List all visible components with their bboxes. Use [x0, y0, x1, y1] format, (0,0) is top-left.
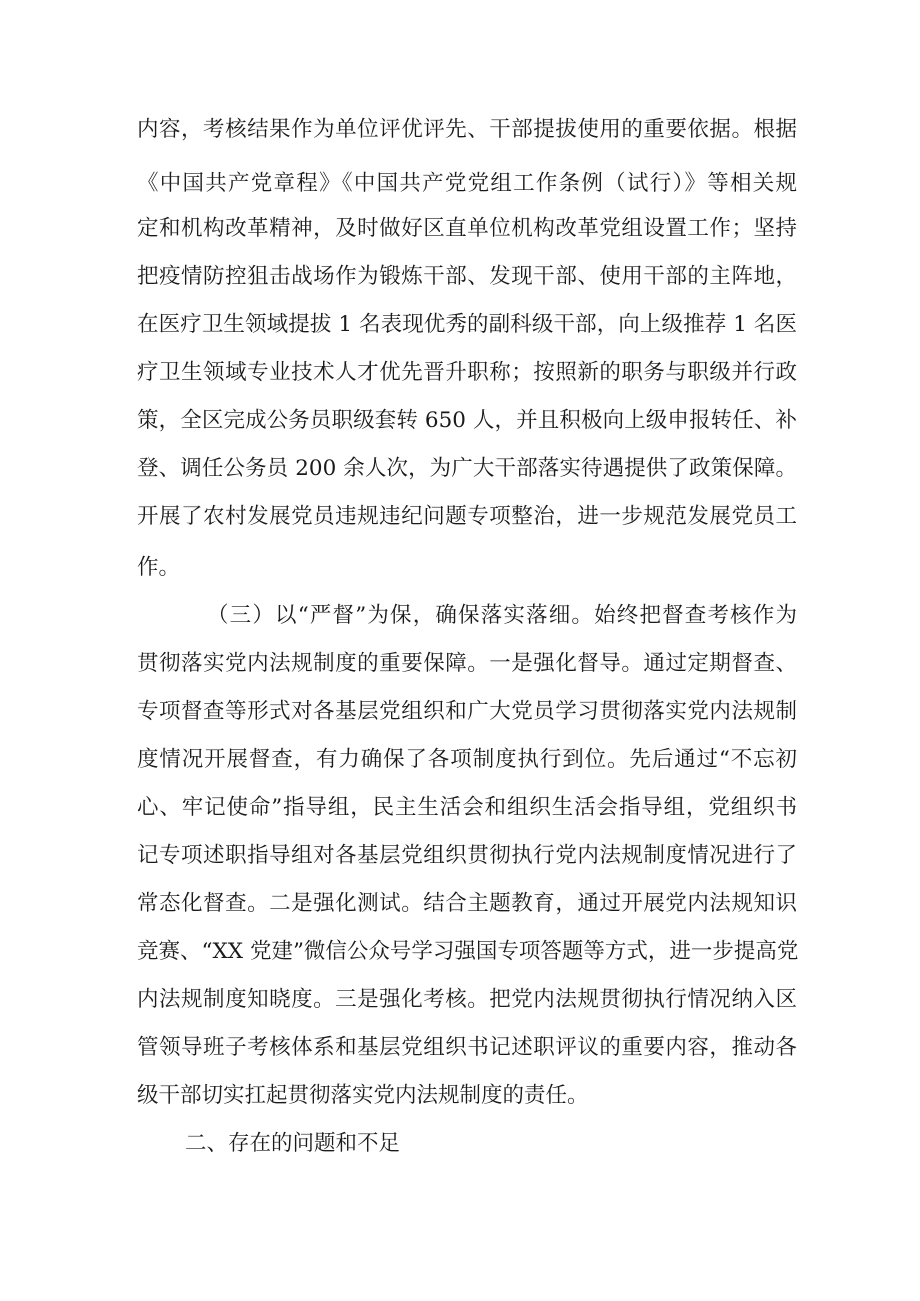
- paragraph-line: 开展了农村发展党员违规违纪问题专项整治，进一步规范发展党员工: [137, 504, 797, 529]
- paragraph-line: 把疫情防控狙击战场作为锻炼干部、发现干部、使用干部的主阵地，: [137, 264, 797, 289]
- paragraph-line: 心、牢记使命”指导组，民主生活会和组织生活会指导组，党组织书: [137, 795, 797, 820]
- section-heading: 二、存在的问题和不足: [185, 1131, 401, 1156]
- paragraph-line: 策，全区完成公务员职级套转 650 人，并且积极向上级申报转任、补: [137, 408, 797, 433]
- paragraph-line: 《中国共产党章程》《中国共产党党组工作条例（试行）》等相关规: [137, 171, 797, 196]
- paragraph-line: 定和机构改革精神，及时做好区直单位机构改革党组设置工作；坚持: [137, 216, 797, 241]
- paragraph-line: 级干部切实扛起贯彻落实党内法规制度的责任。: [137, 1083, 589, 1108]
- paragraph-line: 登、调任公务员 200 余人次，为广大干部落实待遇提供了政策保障。: [137, 456, 797, 481]
- paragraph-line: 记专项述职指导组对各基层党组织贯彻执行党内法规制度情况进行了: [137, 843, 797, 868]
- paragraph-line: 常态化督查。二是强化测试。结合主题教育，通过开展党内法规知识: [137, 891, 797, 916]
- paragraph-line: 内容，考核结果作为单位评优评先、干部提拔使用的重要依据。根据: [137, 117, 797, 142]
- paragraph-line: 内法规制度知晓度。三是强化考核。把党内法规贯彻执行情况纳入区: [137, 987, 797, 1012]
- paragraph-line: 作。: [137, 555, 181, 580]
- paragraph-line: 度情况开展督查，有力确保了各项制度执行到位。先后通过“不忘初: [137, 747, 797, 772]
- paragraph-line: 专项督查等形式对各基层党组织和广大党员学习贯彻落实党内法规制: [137, 699, 797, 724]
- paragraph-line: 疗卫生领域专业技术人才优先晋升职称；按照新的职务与职级并行政: [137, 360, 797, 385]
- section-heading-line: （三）以“严督”为保，确保落实落细。始终把督查考核作为: [207, 603, 797, 628]
- paragraph-line: 管领导班子考核体系和基层党组织书记述职评议的重要内容，推动各: [137, 1035, 797, 1060]
- paragraph-line: 贯彻落实党内法规制度的重要保障。一是强化督导。通过定期督查、: [137, 651, 797, 676]
- paragraph-line: 在医疗卫生领域提拔 1 名表现优秀的副科级干部，向上级推荐 1 名医: [137, 312, 797, 337]
- paragraph-line: 竞赛、“XX 党建”微信公众号学习强国专项答题等方式，进一步提高党: [137, 939, 799, 964]
